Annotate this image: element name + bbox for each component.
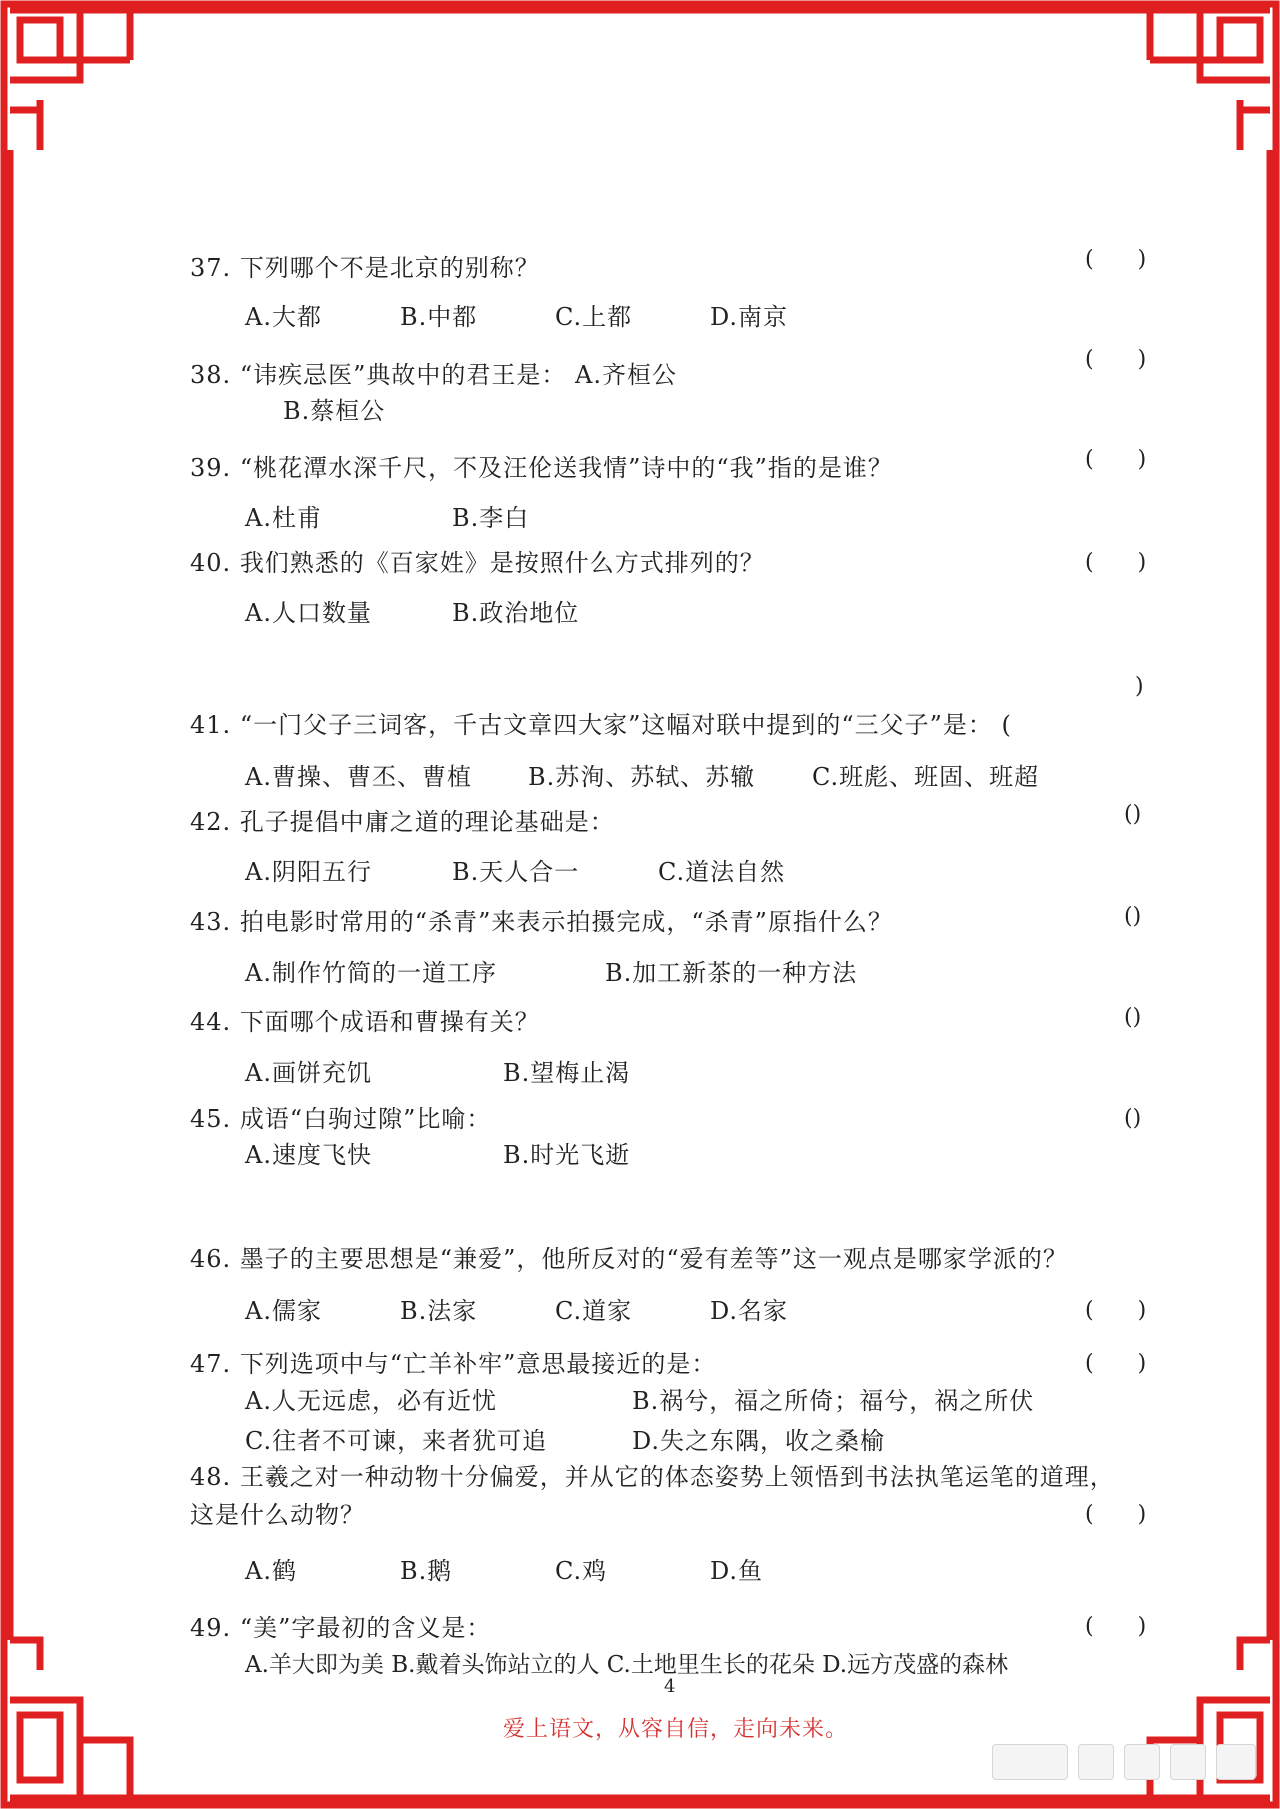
q40-option-b: B.政治地位 [452, 599, 580, 627]
footer-slogan: 爱上语文，从容自信，走向未来。 [503, 1717, 849, 1742]
q39-option-b: B.李白 [452, 504, 530, 532]
question-48-stem-cont: 这是什么动物？ [190, 1501, 365, 1529]
answer-paren-41-close: ) [1135, 674, 1144, 699]
answer-paren-47: ( ) [1085, 1351, 1147, 1376]
q41-option-a: A.曹操、曹丕、曹植 [245, 763, 472, 791]
q45-option-a: A.速度飞快 [245, 1141, 372, 1169]
q38-option-a: A.齐桓公 [575, 361, 677, 389]
answer-paren-43: () [1124, 904, 1142, 929]
question-37-stem: 37. 下列哪个不是北京的别称？ [190, 254, 540, 282]
question-40-stem: 40. 我们熟悉的《百家姓》是按照什么方式排列的？ [190, 549, 765, 577]
question-49-stem: 49. “美”字最初的含义是： [190, 1614, 492, 1642]
q42-option-a: A.阴阳五行 [245, 858, 372, 886]
q48-option-d: D.鱼 [710, 1557, 764, 1585]
answer-paren-45: () [1124, 1106, 1142, 1131]
q49-options-line: A.羊大即为美 B.戴着头饰站立的人 C.土地里生长的花朵 D.远方茂盛的森林 [245, 1652, 1009, 1678]
q48-option-a: A.鹤 [245, 1557, 297, 1585]
answer-paren-39: ( ) [1085, 447, 1147, 472]
q47-option-c: C.往者不可谏，来者犹可追 [245, 1427, 548, 1455]
question-42-stem: 42. 孔子提倡中庸之道的理论基础是： [190, 808, 615, 836]
page-number: 4 [664, 1676, 676, 1697]
scrollbar-watermark-bars [992, 1744, 1258, 1780]
question-38-stem: 38. “讳疾忌医”典故中的君王是： A.齐桓公 [190, 361, 677, 389]
q38-option-b: B.蔡桓公 [283, 397, 386, 425]
question-47-stem: 47. 下列选项中与“亡羊补牢”意思最接近的是： [190, 1350, 717, 1378]
question-45-stem: 45. 成语“白驹过隙”比喻： [190, 1105, 492, 1133]
q39-option-a: A.杜甫 [245, 504, 322, 532]
q42-option-b: B.天人合一 [452, 858, 580, 886]
q47-option-d: D.失之东隅，收之桑榆 [632, 1427, 886, 1455]
q47-option-a: A.人无远虑，必有近忧 [245, 1387, 497, 1415]
q48-option-c: C.鸡 [555, 1557, 608, 1585]
question-39-stem: 39. “桃花潭水深千尺，不及汪伦送我情”诗中的“我”指的是谁？ [190, 454, 893, 482]
answer-paren-44: () [1124, 1005, 1142, 1030]
answer-paren-48: ( ) [1085, 1502, 1147, 1527]
answer-paren-38: ( ) [1085, 347, 1147, 372]
q40-option-a: A.人口数量 [245, 599, 372, 627]
answer-paren-37: ( ) [1085, 247, 1147, 272]
q41-option-b: B.苏洵、苏轼、苏辙 [528, 763, 756, 791]
q45-option-b: B.时光飞逝 [503, 1141, 631, 1169]
question-48-stem: 48. 王羲之对一种动物十分偏爱，并从它的体态姿势上领悟到书法执笔运笔的道理， [190, 1463, 1115, 1491]
q47-option-b: B.祸兮，福之所倚；福兮，祸之所伏 [632, 1387, 1035, 1415]
q42-option-c: C.道法自然 [658, 858, 786, 886]
question-44-stem: 44. 下面哪个成语和曹操有关？ [190, 1008, 540, 1036]
q46-option-b: B.法家 [400, 1297, 478, 1325]
q46-option-c: C.道家 [555, 1297, 633, 1325]
answer-paren-40: ( ) [1085, 550, 1147, 575]
answer-paren-49: ( ) [1085, 1614, 1147, 1639]
q37-option-b: B.中都 [400, 303, 478, 331]
answer-paren-42: () [1124, 802, 1142, 827]
q46-option-d: D.名家 [710, 1297, 789, 1325]
question-41-stem: 41. “一门父子三词客，千古文章四大家”这幅对联中提到的“三父子”是： ( [190, 711, 1012, 739]
q37-option-a: A.大都 [245, 303, 322, 331]
q48-option-b: B.鹅 [400, 1557, 453, 1585]
question-43-stem: 43. 拍电影时常用的“杀青”来表示拍摄完成，“杀青”原指什么？ [190, 908, 893, 936]
q46-option-a: A.儒家 [245, 1297, 322, 1325]
answer-paren-41-open: ( [1001, 711, 1012, 739]
q37-option-c: C.上都 [555, 303, 633, 331]
q37-option-d: D.南京 [710, 303, 789, 331]
q44-option-a: A.画饼充饥 [245, 1059, 372, 1087]
question-46-stem: 46. 墨子的主要思想是“兼爱”，他所反对的“爱有差等”这一观点是哪家学派的？ [190, 1245, 1068, 1273]
q41-option-c: C.班彪、班固、班超 [812, 763, 1040, 791]
q44-option-b: B.望梅止渴 [503, 1059, 631, 1087]
answer-paren-46: ( ) [1085, 1298, 1147, 1323]
q43-option-b: B.加工新茶的一种方法 [605, 959, 858, 987]
q43-option-a: A.制作竹简的一道工序 [245, 959, 497, 987]
